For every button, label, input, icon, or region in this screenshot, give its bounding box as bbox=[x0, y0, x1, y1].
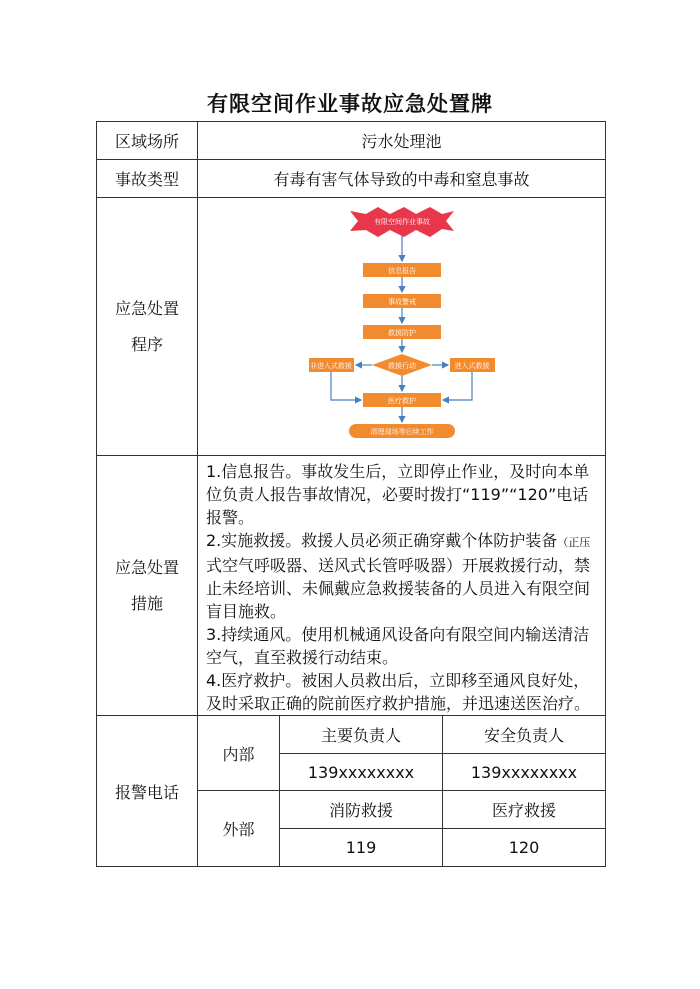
flow-start-text: 有限空间作业事故 bbox=[374, 217, 430, 226]
measures-row bbox=[97, 456, 606, 716]
phones-internal-col1-header: 主要负责人 bbox=[280, 716, 443, 754]
flow-right-text: 进入式救援 bbox=[454, 361, 490, 370]
flow-decision-text: 救援行动 bbox=[388, 361, 416, 370]
flowchart-wrap bbox=[198, 199, 605, 455]
measures-text bbox=[198, 456, 606, 716]
arrow-right-to-medical bbox=[443, 372, 472, 400]
flow-end-text: 清理现场等后续工作 bbox=[370, 427, 434, 436]
accident-type-row bbox=[97, 160, 606, 198]
measure-item-4: 4.医疗救护。被困人员救出后，立即移至通风良好处，及时采取正确的院前医疗救护措施，并迅速送医治疗。 bbox=[206, 671, 591, 713]
phones-external-col2-header: 医疗救援 bbox=[443, 791, 606, 829]
arrow-left-to-medical bbox=[331, 372, 361, 400]
procedure-label-line1: 应急处置 bbox=[114, 298, 179, 318]
accident-type-value: 有毒有害气体导致的中毒和窒息事故 bbox=[198, 160, 606, 198]
phones-label: 报警电话 bbox=[97, 716, 198, 867]
measure-item-2-part-b: 式空气呼吸器、送风式长管呼吸器）开展救援行动，禁止未经培训、未佩戴应急救援装备的人员进入有限空间盲目施救。 bbox=[206, 556, 591, 621]
procedure-label-line2: 程序 bbox=[130, 334, 163, 354]
phones-internal-col2-value: 139xxxxxxxx bbox=[443, 754, 606, 791]
measure-item-3: 3.持续通风。使用机械通风设备向有限空间内输送清洁空气，直至救援行动结束。 bbox=[206, 625, 590, 667]
phones-internal-label: 内部 bbox=[198, 716, 280, 791]
flow-step5-text: 医疗救护 bbox=[388, 396, 416, 405]
accident-type-label: 事故类型 bbox=[97, 160, 198, 198]
flowchart-cell bbox=[198, 198, 606, 456]
flow-step1-text: 信息报告 bbox=[388, 266, 416, 275]
flow-step3-text: 救援防护 bbox=[388, 328, 416, 337]
procedure-label bbox=[97, 198, 198, 456]
phones-internal-col1-value: 139xxxxxxxx bbox=[280, 754, 443, 791]
phone-internal-header-row bbox=[97, 716, 606, 754]
phones-external-label: 外部 bbox=[198, 791, 280, 867]
measure-item-2 bbox=[206, 529, 599, 623]
phones-external-col1-value: 119 bbox=[280, 829, 443, 867]
phones-external-col2-value: 120 bbox=[443, 829, 606, 867]
location-value: 污水处理池 bbox=[198, 122, 606, 160]
measures-label bbox=[97, 456, 198, 716]
measure-item-2-paren: （正压 bbox=[557, 536, 591, 549]
measure-item-1: 1.信息报告。事故发生后，立即停止作业，及时向本单位负责人报告事故情况，必要时拨打“119”“120”电话报警。 bbox=[206, 462, 590, 527]
flow-step2-text: 事故警戒 bbox=[388, 297, 416, 306]
measure-item-2-part-a: 2.实施救援。救援人员必须正确穿戴个体防护装备 bbox=[206, 531, 558, 550]
flow-left-text: 非进入式救援 bbox=[310, 361, 352, 370]
measures-label-line1: 应急处置 bbox=[114, 557, 179, 577]
phones-external-col1-header: 消防救援 bbox=[280, 791, 443, 829]
measures-label-line2: 措施 bbox=[130, 593, 163, 613]
phones-internal-col2-header: 安全负责人 bbox=[443, 716, 606, 754]
procedure-row bbox=[97, 198, 606, 456]
location-label: 区域场所 bbox=[97, 122, 198, 160]
location-row bbox=[97, 122, 606, 160]
page-title: 有限空间作业事故应急处置牌 bbox=[207, 92, 493, 116]
emergency-sign-table bbox=[96, 121, 606, 867]
emergency-flowchart bbox=[198, 199, 604, 455]
